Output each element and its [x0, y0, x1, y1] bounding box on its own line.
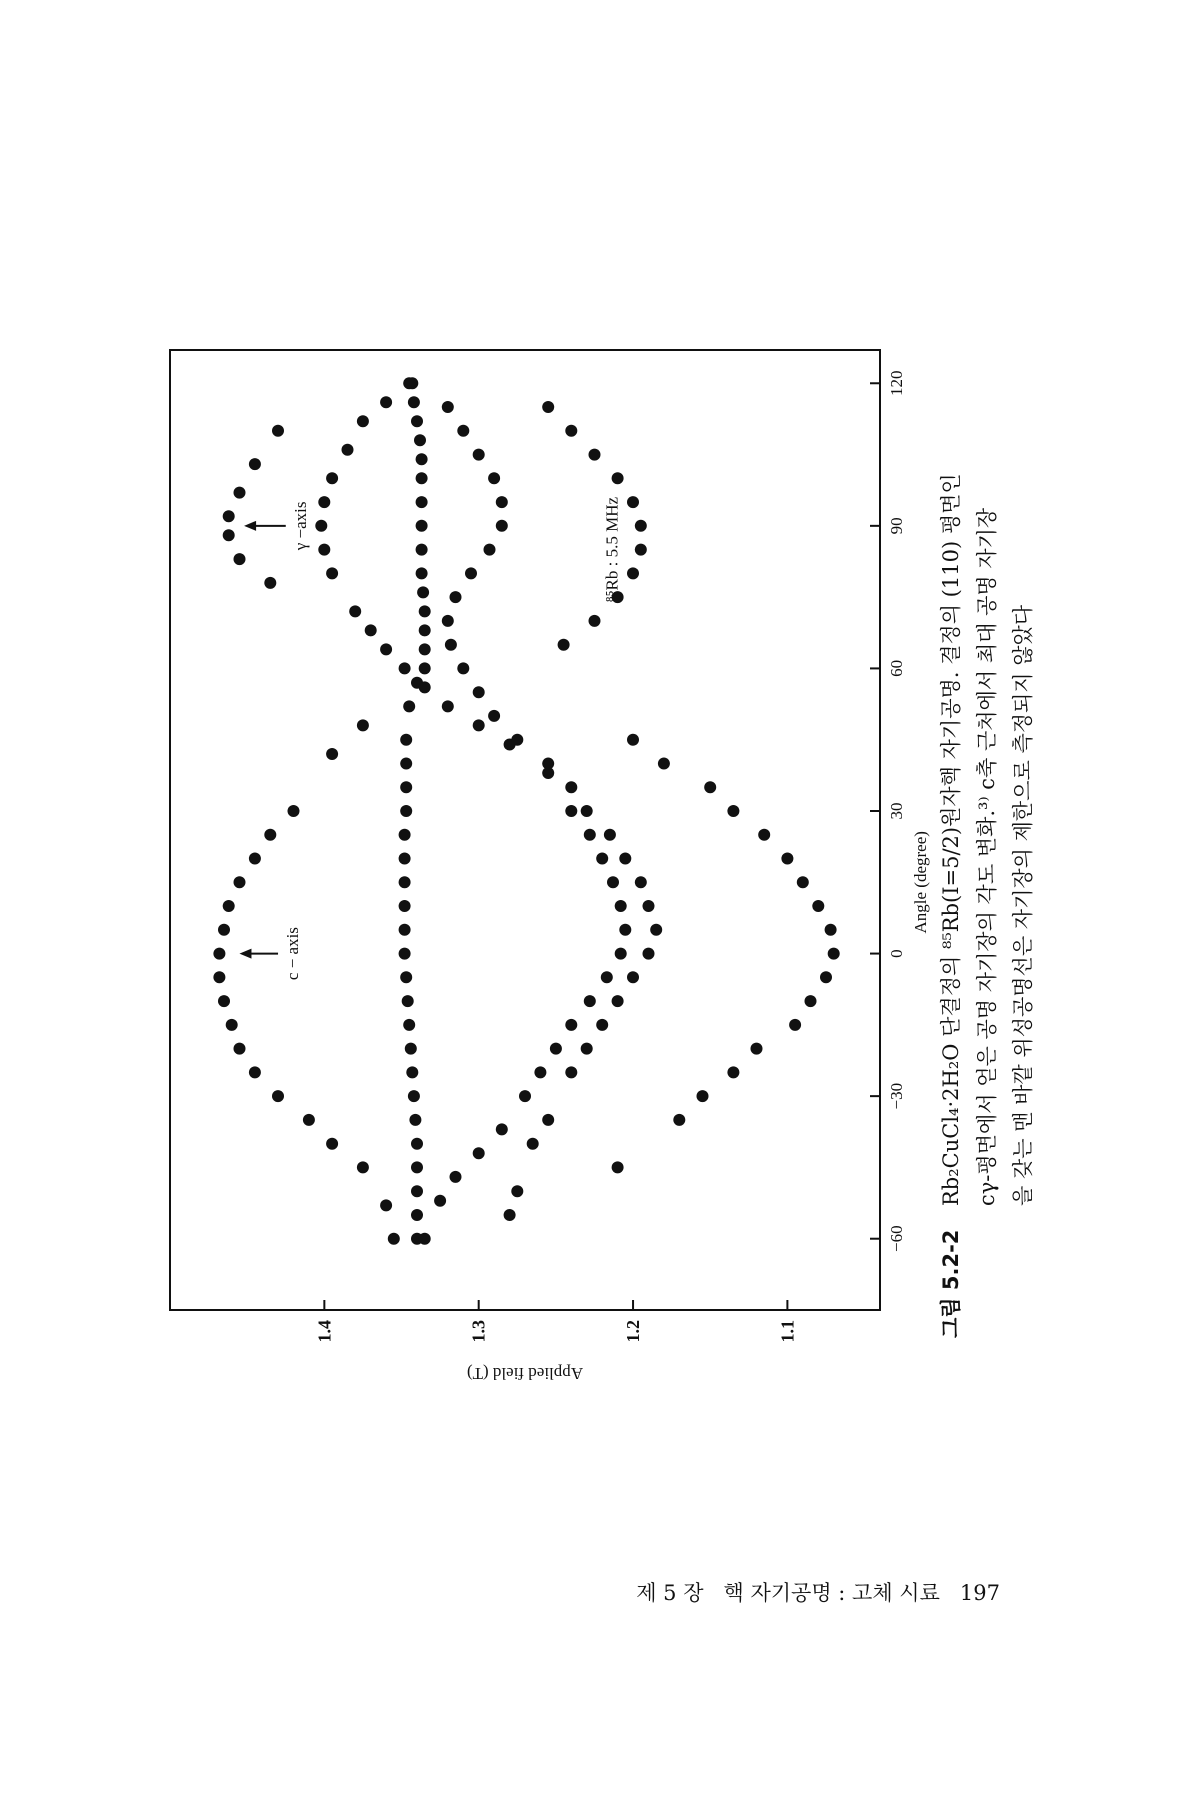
data-point-s0-0 [388, 1233, 400, 1245]
data-point-s1-33 [416, 472, 428, 484]
data-point-s0-4 [303, 1114, 315, 1126]
data-point-s1-22 [403, 700, 415, 712]
data-point-s0-15 [249, 853, 261, 865]
data-point-s3-14 [604, 829, 616, 841]
data-point-s1-37 [408, 396, 420, 408]
data-point-s0-6 [249, 1066, 261, 1078]
c-axis-label: c − axis [283, 927, 303, 981]
data-point-s3-2 [527, 1138, 539, 1150]
data-point-s3-24 [450, 591, 462, 603]
data-point-s1-7 [406, 1066, 418, 1078]
data-point-s4-14 [727, 805, 739, 817]
data-point-s3-18 [511, 734, 523, 746]
data-point-s1-34 [416, 453, 428, 465]
data-point-s4-10 [812, 900, 824, 912]
data-point-s1-31 [416, 520, 428, 532]
data-point-s0-8 [226, 1019, 238, 1031]
data-point-s4-23 [635, 520, 647, 532]
data-point-s0-13 [223, 900, 235, 912]
data-point-s3-5 [581, 1043, 593, 1055]
data-point-s1-16 [399, 853, 411, 865]
data-point-s2-29 [315, 520, 327, 532]
data-point-s4-0 [612, 1161, 624, 1173]
data-point-s1-20 [400, 758, 412, 770]
data-point-s2-20 [473, 719, 485, 731]
data-point-s3-29 [488, 472, 500, 484]
data-point-s0-20 [264, 577, 276, 589]
data-point-s2-32 [342, 444, 354, 456]
data-point-s4-15 [704, 781, 716, 793]
x-axis-ticks [870, 371, 906, 1252]
data-point-s2-9 [584, 995, 596, 1007]
data-point-s3-27 [496, 520, 508, 532]
data-point-s3-25 [465, 567, 477, 579]
data-point-s1-24 [419, 662, 431, 674]
data-point-s1-11 [400, 971, 412, 983]
data-point-s4-26 [589, 449, 601, 461]
data-point-s0-11 [213, 948, 225, 960]
data-point-s1-15 [399, 876, 411, 888]
data-point-s3-32 [442, 401, 454, 413]
data-point-s4-19 [589, 615, 601, 627]
y-axis-label: Applied field (T) [466, 1364, 584, 1383]
data-point-s2-28 [318, 544, 330, 556]
data-point-s1-12 [399, 948, 411, 960]
y-tick-label-0: 1.1 [777, 1320, 798, 1343]
data-point-s1-36 [411, 415, 423, 427]
data-point-s3-16 [565, 781, 577, 793]
data-point-s4-5 [789, 1019, 801, 1031]
data-point-s3-10 [650, 924, 662, 936]
data-point-s1-3 [411, 1161, 423, 1173]
c-axis-arrow-head [239, 949, 251, 959]
data-point-s0-1 [380, 1199, 392, 1211]
x-tick-label-1: −30 [887, 1082, 906, 1110]
y-tick-label-3: 1.4 [314, 1320, 335, 1343]
data-point-s1-13 [399, 924, 411, 936]
data-point-s3-13 [619, 853, 631, 865]
data-point-s4-9 [825, 924, 837, 936]
data-point-s2-3 [473, 1147, 485, 1159]
data-point-s0-19 [357, 719, 369, 731]
data-point-s2-8 [565, 1019, 577, 1031]
data-point-s0-12 [218, 924, 230, 936]
data-point-s2-16 [584, 829, 596, 841]
data-point-s1-9 [403, 1019, 415, 1031]
data-point-s0-2 [357, 1161, 369, 1173]
caption-line-2: cγ-평면에서 얻은 공명 자기장의 각도 변화.³⁾ c축 근처에서 최대 공명 자기장 [975, 507, 999, 1206]
x-tick-label-0: −60 [887, 1225, 906, 1253]
data-point-s2-11 [615, 948, 627, 960]
caption-line-1: Rb₂CuCl₄·2H₂O 단결정의 ⁸⁵Rb(I=5/2)원자핵 자기공명. 결정의 (110) 평면인 [939, 473, 963, 1206]
data-point-s2-15 [596, 853, 608, 865]
data-point-s1-25 [419, 643, 431, 655]
data-point-s3-1 [511, 1185, 523, 1197]
data-point-s3-31 [457, 425, 469, 437]
data-point-s0-16 [264, 829, 276, 841]
data-point-s1-17 [399, 829, 411, 841]
data-point-s1-2 [411, 1185, 423, 1197]
caption-label: 그림 5.2-2 [939, 1229, 963, 1338]
data-point-s4-18 [558, 639, 570, 651]
data-point-s2-10 [601, 971, 613, 983]
data-point-s4-1 [673, 1114, 685, 1126]
data-point-s3-23 [442, 615, 454, 627]
data-point-s2-31 [326, 472, 338, 484]
data-point-s0-21 [234, 553, 246, 565]
data-point-s2-5 [519, 1090, 531, 1102]
data-point-s3-11 [643, 900, 655, 912]
x-tick-label-6: 120 [887, 370, 906, 397]
data-point-s3-4 [565, 1066, 577, 1078]
data-point-s0-24 [234, 487, 246, 499]
data-point-s1-6 [408, 1090, 420, 1102]
data-point-s2-33 [357, 415, 369, 427]
data-point-s3-3 [542, 1114, 554, 1126]
data-point-s3-19 [488, 710, 500, 722]
gamma-axis-label: γ −axis [290, 501, 310, 551]
data-point-s0-7 [234, 1043, 246, 1055]
data-point-s4-11 [797, 876, 809, 888]
x-tick-label-2: 0 [887, 949, 906, 958]
data-point-s1-14 [399, 900, 411, 912]
data-point-s0-26 [272, 425, 284, 437]
data-point-s2-26 [349, 605, 361, 617]
data-point-s1-18 [400, 805, 412, 817]
data-point-s3-12 [635, 876, 647, 888]
data-point-s1-29 [416, 567, 428, 579]
data-point-s2-30 [318, 496, 330, 508]
data-point-s3-21 [457, 662, 469, 674]
data-point-s1-28 [417, 586, 429, 598]
y-tick-label-1: 1.2 [623, 1320, 644, 1343]
data-point-s4-28 [542, 401, 554, 413]
data-point-s2-14 [607, 876, 619, 888]
data-point-s1-27 [419, 605, 431, 617]
data-point-s4-6 [805, 995, 817, 1007]
data-point-s1-4 [411, 1138, 423, 1150]
plot-area [170, 350, 930, 1383]
data-point-s4-4 [751, 1043, 763, 1055]
data-point-s0-5 [272, 1090, 284, 1102]
plot-frame [170, 350, 880, 1310]
data-point-s0-23 [223, 510, 235, 522]
data-point-s4-25 [612, 472, 624, 484]
data-point-s3-9 [643, 948, 655, 960]
data-point-s4-12 [781, 853, 793, 865]
data-point-s0-18 [326, 748, 338, 760]
data-point-s2-23 [399, 662, 411, 674]
data-point-s2-4 [496, 1123, 508, 1135]
y-tick-label-2: 1.3 [468, 1320, 489, 1343]
data-point-s1-26 [419, 624, 431, 636]
figure-caption [939, 473, 1035, 1338]
data-point-s2-2 [450, 1171, 462, 1183]
c-axis-annotation [239, 927, 302, 980]
frequency-annotation: ⁸⁵Rb : 5.5 MHz [602, 496, 622, 603]
data-point-s4-22 [635, 544, 647, 556]
data-point-s2-1 [434, 1195, 446, 1207]
data-point-s4-24 [627, 496, 639, 508]
data-point-s4-21 [627, 567, 639, 579]
data-point-s1-1 [411, 1209, 423, 1221]
data-point-s2-6 [534, 1066, 546, 1078]
data-point-s3-17 [542, 758, 554, 770]
data-point-s1-10 [402, 995, 414, 1007]
data-point-s4-27 [565, 425, 577, 437]
data-point-s1-19 [400, 781, 412, 793]
data-point-s3-8 [627, 971, 639, 983]
data-point-s2-21 [442, 700, 454, 712]
data-point-s3-20 [473, 686, 485, 698]
data-point-s4-8 [828, 948, 840, 960]
gamma-axis-arrow-head [244, 521, 256, 531]
data-point-s0-14 [234, 876, 246, 888]
data-point-s4-16 [658, 758, 670, 770]
data-point-s0-22 [223, 529, 235, 541]
gamma-axis-annotation [244, 501, 310, 551]
data-point-s2-0 [419, 1233, 431, 1245]
data-point-s3-15 [581, 805, 593, 817]
data-point-s1-35 [414, 434, 426, 446]
data-point-s2-25 [365, 624, 377, 636]
data-point-s3-7 [612, 995, 624, 1007]
data-point-s4-7 [820, 971, 832, 983]
data-point-s0-10 [213, 971, 225, 983]
data-point-s3-0 [504, 1209, 516, 1221]
data-point-s0-9 [218, 995, 230, 1007]
data-point-s2-27 [326, 567, 338, 579]
data-point-s4-2 [697, 1090, 709, 1102]
x-tick-label-5: 90 [887, 517, 906, 535]
data-point-s0-25 [249, 458, 261, 470]
data-point-s0-17 [288, 805, 300, 817]
data-point-s3-26 [484, 544, 496, 556]
data-point-s2-12 [619, 924, 631, 936]
data-point-s3-30 [473, 449, 485, 461]
caption-line-3: 을 갖는 맨 바깥 위성공명선은 자기장의 제한으로 측정되지 않았다 [1011, 604, 1035, 1206]
data-point-s1-32 [416, 496, 428, 508]
data-point-s2-35 [403, 377, 415, 389]
data-point-s2-17 [565, 805, 577, 817]
data-point-s1-5 [409, 1114, 421, 1126]
y-axis-ticks [314, 1300, 797, 1343]
x-tick-label-4: 60 [887, 659, 906, 677]
data-point-s2-24 [380, 643, 392, 655]
data-point-s3-22 [445, 639, 457, 651]
data-point-s2-7 [550, 1043, 562, 1055]
running-head: 제 5 장 핵 자기공명 : 고체 시료 197 [636, 1581, 1000, 1605]
data-point-s2-34 [380, 396, 392, 408]
data-point-s3-28 [496, 496, 508, 508]
data-point-s3-6 [596, 1019, 608, 1031]
data-point-s1-21 [400, 734, 412, 746]
x-tick-label-3: 30 [887, 802, 906, 820]
data-point-s4-3 [727, 1066, 739, 1078]
data-point-s4-13 [758, 829, 770, 841]
data-point-s2-22 [419, 681, 431, 693]
data-point-s1-8 [405, 1043, 417, 1055]
data-point-s4-17 [627, 734, 639, 746]
data-point-s1-30 [416, 544, 428, 556]
data-point-s0-3 [326, 1138, 338, 1150]
data-point-s2-13 [615, 900, 627, 912]
x-axis-label: Angle (degree) [911, 831, 930, 934]
